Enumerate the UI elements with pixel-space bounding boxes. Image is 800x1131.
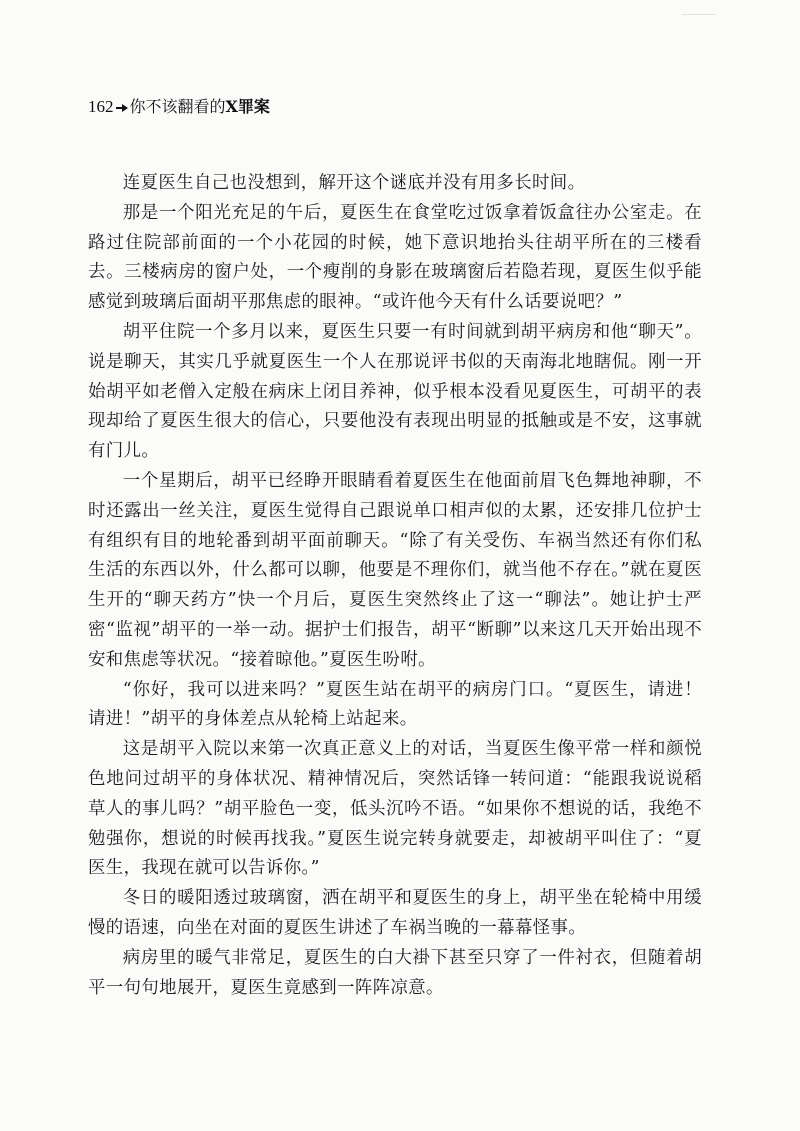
paragraph: 这是胡平入院以来第一次真正意义上的对话，当夏医生像平常一样和颜悦色地问过胡平的身体状况、精神情况后，突然话锋一转问道：“能跟我说说稻草人的事儿吗？”胡平脸色一变，低头沉吟不语。“如果你不想说的话，我绝不勉强你，想说的时候再找我。”夏医生说完转身就要走，却被胡平叫住了：“夏医生，我现在就可以告诉你。” — [88, 739, 702, 879]
paragraph: “你好，我可以进来吗？”夏医生站在胡平的病房门口。“夏医生，请进！请进！”胡平的身体差点从轮椅上站起来。 — [88, 679, 702, 730]
paragraph: 胡平住院一个多月以来，夏医生只要一有时间就到胡平病房和他“聊天”。说是聊天，其实几乎就夏医生一个人在那说评书似的天南海北地瞎侃。刚一开始胡平如老僧入定般在病床上闭目养神，似乎根本没看见夏医生，可胡平的表现却给了夏医生很大的信心，只要他没有表现出明显的抵触或是不安，这事就有门儿。 — [88, 321, 702, 462]
page-number: 162 — [88, 97, 114, 116]
book-title-bold: X罪案 — [225, 97, 270, 116]
book-title-main: 你不该翻看的 — [129, 97, 226, 116]
scan-edge-mark — [682, 4, 716, 15]
paragraph: 连夏医生自己也没想到，解开这个谜底并没有用多长时间。 — [122, 173, 586, 193]
paragraph: 病房里的暖气非常足，夏医生的白大褂下甚至只穿了一件衬衣，但随着胡平一句句地展开，夏医生竟感到一阵阵凉意。 — [88, 947, 702, 998]
paragraph: 那是一个阳光充足的午后，夏医生在食堂吃过饭拿着饭盒往办公室走。在路过住院部前面的一个小花园的时候，她下意识地抬头往胡平所在的三楼看去。三楼病房的窗户处，一个瘦削的身影在玻璃窗后若隐若现，夏医生似乎能感觉到玻璃后面胡平那焦虑的眼神。“或许他今天有什么话要说吧？” — [88, 202, 702, 313]
running-header — [88, 96, 270, 118]
paragraph: 一个星期后，胡平已经睁开眼睛看着夏医生在他面前眉飞色舞地神聊，不时还露出一丝关注，夏医生觉得自己跟说单口相声似的太累，还安排几位护士有组织有目的地轮番到胡平面前聊天。“除了有关受伤、车祸当然还有你们私生活的东西以外，什么都可以聊，他要是不理你们，就当他不存在。”就在夏医生开的“聊天药方”快一个月后，夏医生突然终止了这一“聊法”。她让护士严密“监视”胡平的一举一动。据护士们报告，胡平“断聊”以来这几天开始出现不安和焦虑等状况。“接着晾他。”夏医生吩咐。 — [88, 470, 702, 670]
book-title — [130, 97, 270, 116]
arrow-icon — [116, 103, 128, 113]
body-text — [88, 169, 702, 1003]
paragraph: 冬日的暖阳透过玻璃窗，洒在胡平和夏医生的身上，胡平坐在轮椅中用缓慢的语速，向坐在对面的夏医生讲述了车祸当晚的一幕幕怪事。 — [88, 888, 702, 938]
